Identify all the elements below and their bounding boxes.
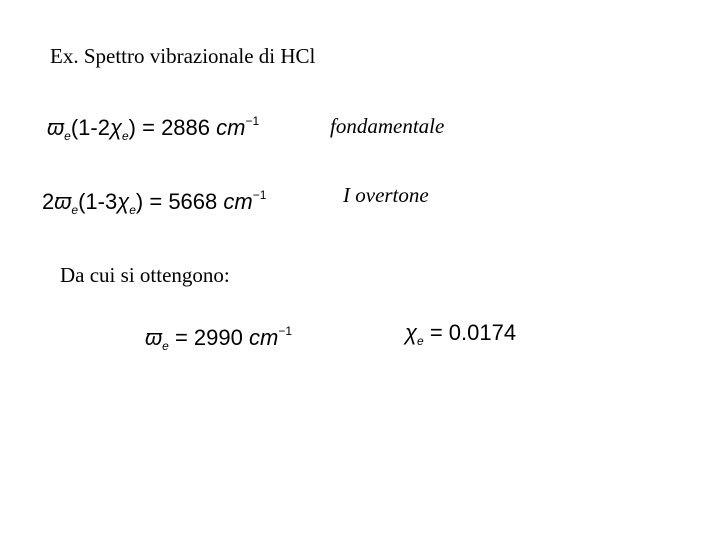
chi-result-equation xyxy=(405,322,516,347)
fundamental-equation xyxy=(47,115,259,142)
equals-sign: = xyxy=(143,189,169,214)
unit: cm xyxy=(217,189,253,214)
paren-close: ) xyxy=(128,115,136,140)
omega-symbol: ϖ xyxy=(47,115,65,140)
equals-sign: = xyxy=(135,115,162,140)
chi-value: 0.0174 xyxy=(448,320,517,345)
chi-symbol: χ xyxy=(117,189,130,214)
coefficient: 2 xyxy=(42,189,55,214)
paren-open: (1-2 xyxy=(70,115,110,140)
equals-sign: = xyxy=(423,320,449,345)
paren-close: ) xyxy=(135,189,144,214)
intro-text: Da cui si ottengono: xyxy=(60,263,230,287)
wavenumber-value: 2886 xyxy=(161,115,211,140)
unit: cm xyxy=(242,325,279,350)
slide-title: Ex. Spettro vibrazionale di HCl xyxy=(50,44,316,68)
omega-subscript: e xyxy=(64,129,71,143)
chi-subscript: e xyxy=(121,129,129,143)
fundamental-label: fondamentale xyxy=(330,114,445,138)
overtone-label: I overtone xyxy=(343,183,429,207)
omega-subscript: e xyxy=(162,339,169,353)
chi-symbol: χ xyxy=(109,115,122,140)
unit-exponent: −1 xyxy=(252,188,267,202)
overtone-equation xyxy=(42,189,266,216)
unit-exponent: −1 xyxy=(278,324,292,338)
chi-symbol: χ xyxy=(405,320,418,345)
unit-exponent: −1 xyxy=(245,114,260,128)
equals-sign: = xyxy=(168,325,194,350)
wavenumber-value: 5668 xyxy=(168,189,218,214)
omega-result-equation xyxy=(145,325,292,352)
unit: cm xyxy=(210,115,246,140)
omega-symbol: ϖ xyxy=(145,325,163,350)
omega-symbol: ϖ xyxy=(54,189,72,214)
chi-subscript: e xyxy=(129,203,136,217)
omega-subscript: e xyxy=(71,203,79,217)
chi-subscript: e xyxy=(417,334,424,348)
paren-open: (1-3 xyxy=(78,189,118,214)
omega-value: 2990 xyxy=(193,325,243,350)
